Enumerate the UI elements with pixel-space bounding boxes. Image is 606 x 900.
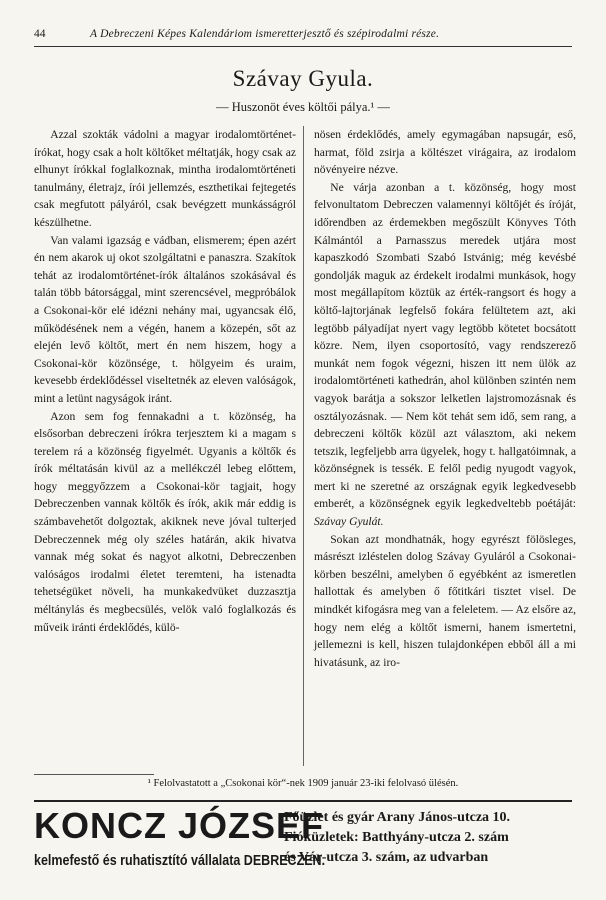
paragraph: Sokan azt mondhatnák, hogy egyrészt fölösleges, másrészt izléstelen dolog Szávay Gyuláról a Csokonai-körben beszélni, amelyben ő egyébként az ismeretlen hallottak és amelyben ő főtitkári tisztet visel. De mindkét kifogásra meg van a feleletem. — Az elsőre az, hogy nem elég a költőt ismerni, hanem ismertetni, jellemezni is kell, hiszen tulajdonképen ebből áll a mi hivatásunk, az iro- <box>314 532 576 669</box>
right-column <box>314 126 576 671</box>
signature-name: Szávay Gyulát. <box>314 515 384 529</box>
advertiser-address <box>284 808 510 868</box>
paragraph: Azon sem fog fennakadni a t. közönség, ha elsősorban debreczeni írókra terjesztem ki a magam s terelem rá a közönség figyelmét. Ugyanis a költők és írók méltatásán kivül az a mellékczél lebeg előttem, hogy meggyőzzem a Csokonai-kör tagjait, hogy Debreczenben vannak költők és írók, akik már eddig is számbavehetőt dolgoztak, akiknek neve jóval tulterjed Debreczennek még oly széles határán, akik hivatva vannak még sokat és nagyot alkotni, Debreczenben valóságos irodalmi életet teremteni, ha istenadta tehetségüket növeli, ha munkakedvüket duzzasztja méltánylás és megbecsülés, velök való foglalkozás és műveik iránti érdeklődés, külö- <box>34 409 296 634</box>
column-divider <box>303 126 304 766</box>
advertiser-name: KONCZ JÓZSEF <box>34 805 325 846</box>
paragraph: nösen érdeklődés, amely egymagában napsugár, eső, harmat, föld zsirja a költészet virágaira, az irodalom növényeire nézve. <box>314 128 576 177</box>
advertisement <box>34 806 572 886</box>
address-line: Fióküzletek: Batthyány-utcza 2. szám <box>284 830 509 845</box>
paragraph <box>314 179 576 531</box>
paragraph: Azzal szokták vádolni a magyar irodalomtörténet-írókat, hogy csak a holt költőket méltatják, hogy csak az elhunyt írókkal foglalkoznak, mintha irodalomtörténeti tanulmány, életrajz, írói jellemzés, eszthetikai fejtegetés csak megfutott pályáról, csak bevégzett munkásságról készülhetne. <box>34 128 296 229</box>
left-column <box>34 126 296 636</box>
paragraph-text: Ne várja azonban a t. közönség, hogy most felvonultatom Debreczen valamennyi költőjét és íróját, időrendben az érdemekben megőszült Könyves Tóth Kálmántól a Parnasszus meredek utjára most kapaszkodó Szombati Szabó Istvánig; még kevésbé gondolják maguk az érdekelt irodalmi munkások, hogy most megállapítom köztük az érték-rangsort és hogy a költő-lajtorjának legfelső fokára felültetem azt, aki legtöbb pályadíjat nyert vagy legtöbb kötetet bocsátott közre. Nem, ilyen csoportosító, vagy rendszerező munkát nem fogok végezni, hiszen itt nem ülök az irodalomtörténeti kathedrán, ahol különben szintén nem vagyok barátja a sokszor lelketlen lajstromozásnak és osztályozásnak. — Nem köt tehát sem idő, sem rang, a debreczeni költők közül azt választom, aki nekem tetszik, legfeljebb arra ügyelek, hogy t. hallgatóimnak, a közönségnek is tessék. E felől pedig nyugodt vagyok, mert ki ne szeretné az országnak egyik legkedvesebb emberét, a közönségnek egyik legkedveltebb poétáját: <box>314 180 576 511</box>
address-line: Főüzlet és gyár Arany János-utcza 10. <box>284 810 511 825</box>
footnote-rule <box>34 774 154 775</box>
advertisement-rule <box>34 800 572 802</box>
article-subtitle: — Huszonöt éves költői pálya.¹ — <box>216 100 390 114</box>
page-number: 44 <box>34 28 46 40</box>
advertiser-trade: kelmefestő és ruhatisztító vállalata DEBRECZEN. <box>34 852 326 869</box>
page-header <box>34 28 572 46</box>
footnote: ¹ Felolvastatott a „Csokonai kör“-nek 1909 január 23-iki felolvasó ülésén. <box>147 778 459 789</box>
article-title: Szávay Gyula. <box>232 66 374 91</box>
header-rule <box>34 46 572 47</box>
running-title: A Debreczeni Képes Kalendáriom ismeretterjesztő és szépirodalmi része. <box>90 28 440 40</box>
address-line: és Vár-utcza 3. szám, az udvarban <box>284 850 489 865</box>
paragraph: Van valami igazság e vádban, elismerem; épen azért én nem akarok uj okot szolgáltatni e panaszra. Szakítok tehát az irodalomtörténet-írók általános szokásával és talán több bátorsággal, mint szerencsével, megpróbálok a Csokonai-kör elé idézni nehány mai, ugyancsak élő, működésének nem a végén, hanem a közepén, sőt az elején levő költőt, mert én nem hiszem, hogy a Csokonai-kör közönsége, t. hölgyeim és uraim, kevesebb érdeklődéssel viseltetnék az eleven valóságok, mint a letünt nagyságok iránt. <box>34 233 296 405</box>
